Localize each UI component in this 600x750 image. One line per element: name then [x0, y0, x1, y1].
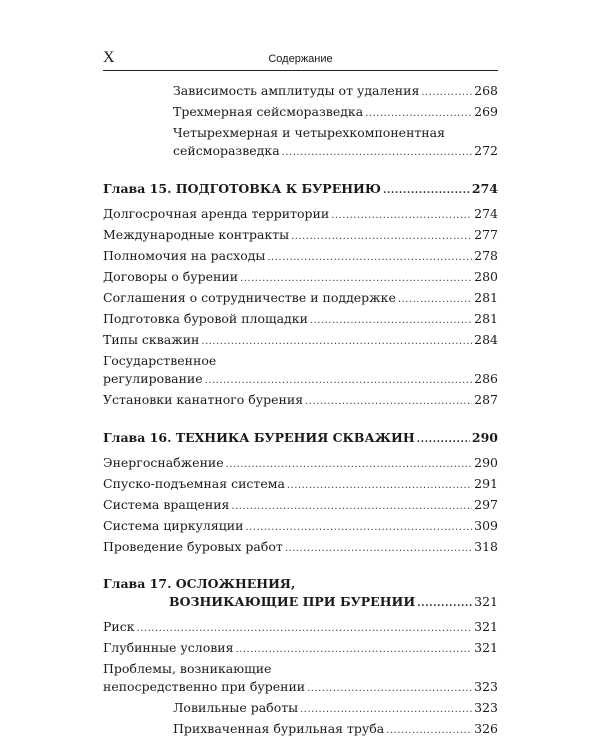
- dot-leader: [201, 332, 472, 351]
- dot-leader: [245, 518, 472, 537]
- toc-entry: Ловильные работы ..... 323: [173, 698, 498, 719]
- page-number: X: [103, 49, 115, 66]
- toc-entry-page: 272: [474, 143, 498, 158]
- toc-entry: Система циркуляции ..... 309: [103, 516, 498, 537]
- dot-leader: [398, 290, 472, 309]
- toc-subentries: [173, 698, 498, 740]
- toc-entry-title: Зависимость амплитуды от удаления: [173, 83, 420, 98]
- toc-entry: Риск ..... 321: [103, 617, 498, 638]
- toc-entry-multiline: Государственное регулирование ..... 286: [103, 352, 498, 390]
- toc-entry-title-line1: Четырехмерная и четырехкомпонентная: [173, 125, 445, 140]
- toc-entry: Прихваченная бурильная труба ..... 326: [173, 719, 498, 740]
- dot-leader: [417, 594, 472, 613]
- dot-leader: [282, 143, 472, 162]
- toc-entry: Спуско-подъемная система ..... 291: [103, 474, 498, 495]
- chapter-16-heading: Глава 16. ТЕХНИКА БУРЕНИЯ СКВАЖИН ..... 290: [103, 428, 498, 449]
- dot-leader: [417, 430, 470, 449]
- toc-entry: Подготовка буровой площадки ..... 281: [103, 309, 498, 330]
- running-header: [103, 46, 498, 71]
- toc-entry-title: Трехмерная сейсморазведка: [173, 104, 364, 119]
- table-of-contents: [103, 81, 498, 740]
- dot-leader: [231, 497, 472, 516]
- chapter-15-heading: Глава 15. ПОДГОТОВКА К БУРЕНИЮ ..... 274: [103, 179, 498, 200]
- toc-entry: Полномочия на расходы ..... 278: [103, 246, 498, 267]
- dot-leader: [365, 104, 472, 123]
- toc-entry: Международные контракты ..... 277: [103, 225, 498, 246]
- toc-entry-multiline: Проблемы, возникающие непосредственно при бурении ..... 323: [103, 660, 498, 698]
- dot-leader: [305, 392, 472, 411]
- toc-block-seismic: [173, 81, 498, 162]
- chapter-17-heading: Глава 17. ОСЛОЖНЕНИЯ, ВОЗНИКАЮЩИЕ ПРИ БУРЕНИИ ..... 321: [103, 575, 498, 613]
- toc-entry: Соглашения о сотрудничестве и поддержке ..... 281: [103, 288, 498, 309]
- toc-entry: [173, 102, 498, 123]
- dot-leader: [300, 700, 472, 719]
- dot-leader: [205, 371, 472, 390]
- dot-leader: [236, 640, 473, 659]
- dot-leader: [386, 721, 472, 740]
- toc-entry-page: 269: [474, 104, 498, 119]
- dot-leader: [307, 679, 472, 698]
- toc-entry: Глубинные условия ..... 321: [103, 638, 498, 659]
- dot-leader: [240, 269, 472, 288]
- running-title: Содержание: [268, 53, 333, 65]
- toc-entry: Система вращения ..... 297: [103, 495, 498, 516]
- dot-leader: [285, 539, 472, 558]
- dot-leader: [137, 619, 473, 638]
- dot-leader: [291, 227, 472, 246]
- dot-leader: [383, 181, 470, 200]
- toc-entry: [173, 81, 498, 102]
- dot-leader: [421, 83, 472, 102]
- toc-entry: Установки канатного бурения ..... 287: [103, 390, 498, 411]
- dot-leader: [267, 248, 472, 267]
- toc-entry: Энергоснабжение ..... 290: [103, 453, 498, 474]
- dot-leader: [331, 206, 472, 225]
- dot-leader: [287, 476, 472, 495]
- toc-entry-page: 268: [474, 83, 498, 98]
- toc-entry-title-line2: сейсморазведка: [173, 143, 280, 158]
- toc-entry: Долгосрочная аренда территории ..... 274: [103, 204, 498, 225]
- dot-leader: [226, 455, 473, 474]
- toc-entry: Типы скважин ..... 284: [103, 330, 498, 351]
- dot-leader: [310, 311, 472, 330]
- toc-entry: Договоры о бурении ..... 280: [103, 267, 498, 288]
- toc-entry: Проведение буровых работ ..... 318: [103, 537, 498, 558]
- toc-entry-multiline: [173, 124, 498, 162]
